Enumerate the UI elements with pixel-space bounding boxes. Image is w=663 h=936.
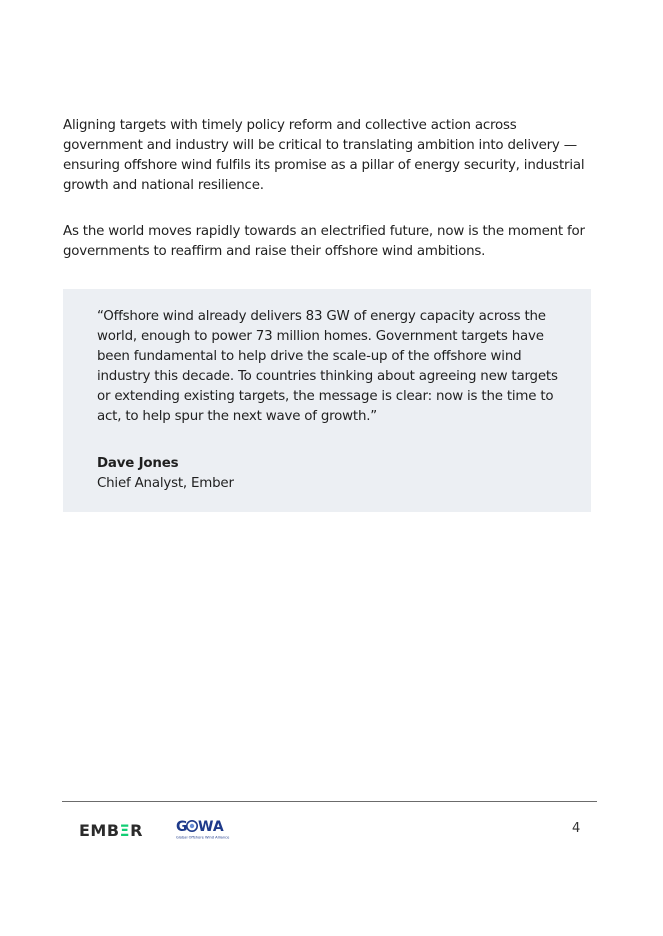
body-paragraph-1: Aligning targets with timely policy reform and collective action across government and industry will be critical to translating ambition into delivery — ensuring offshore wind fulfils its promise as a pillar of energy security, industrial growth and national resilience. [63, 118, 585, 193]
page-number: 4 [572, 821, 581, 836]
ember-logo: EMBΞR [79, 821, 143, 840]
quote-author: Dave Jones [97, 456, 179, 471]
gowa-logo [176, 817, 232, 841]
svg-text:WA: WA [198, 819, 224, 835]
body-paragraph-2: As the world moves rapidly towards an electrified future, now is the moment for governments to reaffirm and raise their offshore wind ambitions. [63, 224, 585, 259]
quote-author-role: Chief Analyst, Ember [97, 476, 234, 491]
footer-divider [62, 801, 597, 802]
quote-text: “Offshore wind already delivers 83 GW of energy capacity across the world, enough to power 73 million homes. Government targets have been fundamental to help drive the scale-up of the offshore wind industry this decade. To countries thinking about agreeing new targets or extending existing targets, the message is clear: now is the time to act, to help spur the next wave of growth.” [97, 309, 558, 424]
quote-box [63, 289, 591, 512]
svg-text:G: G [176, 819, 188, 835]
svg-text:Global Offshore Wind Alliance: Global Offshore Wind Alliance [176, 835, 230, 840]
